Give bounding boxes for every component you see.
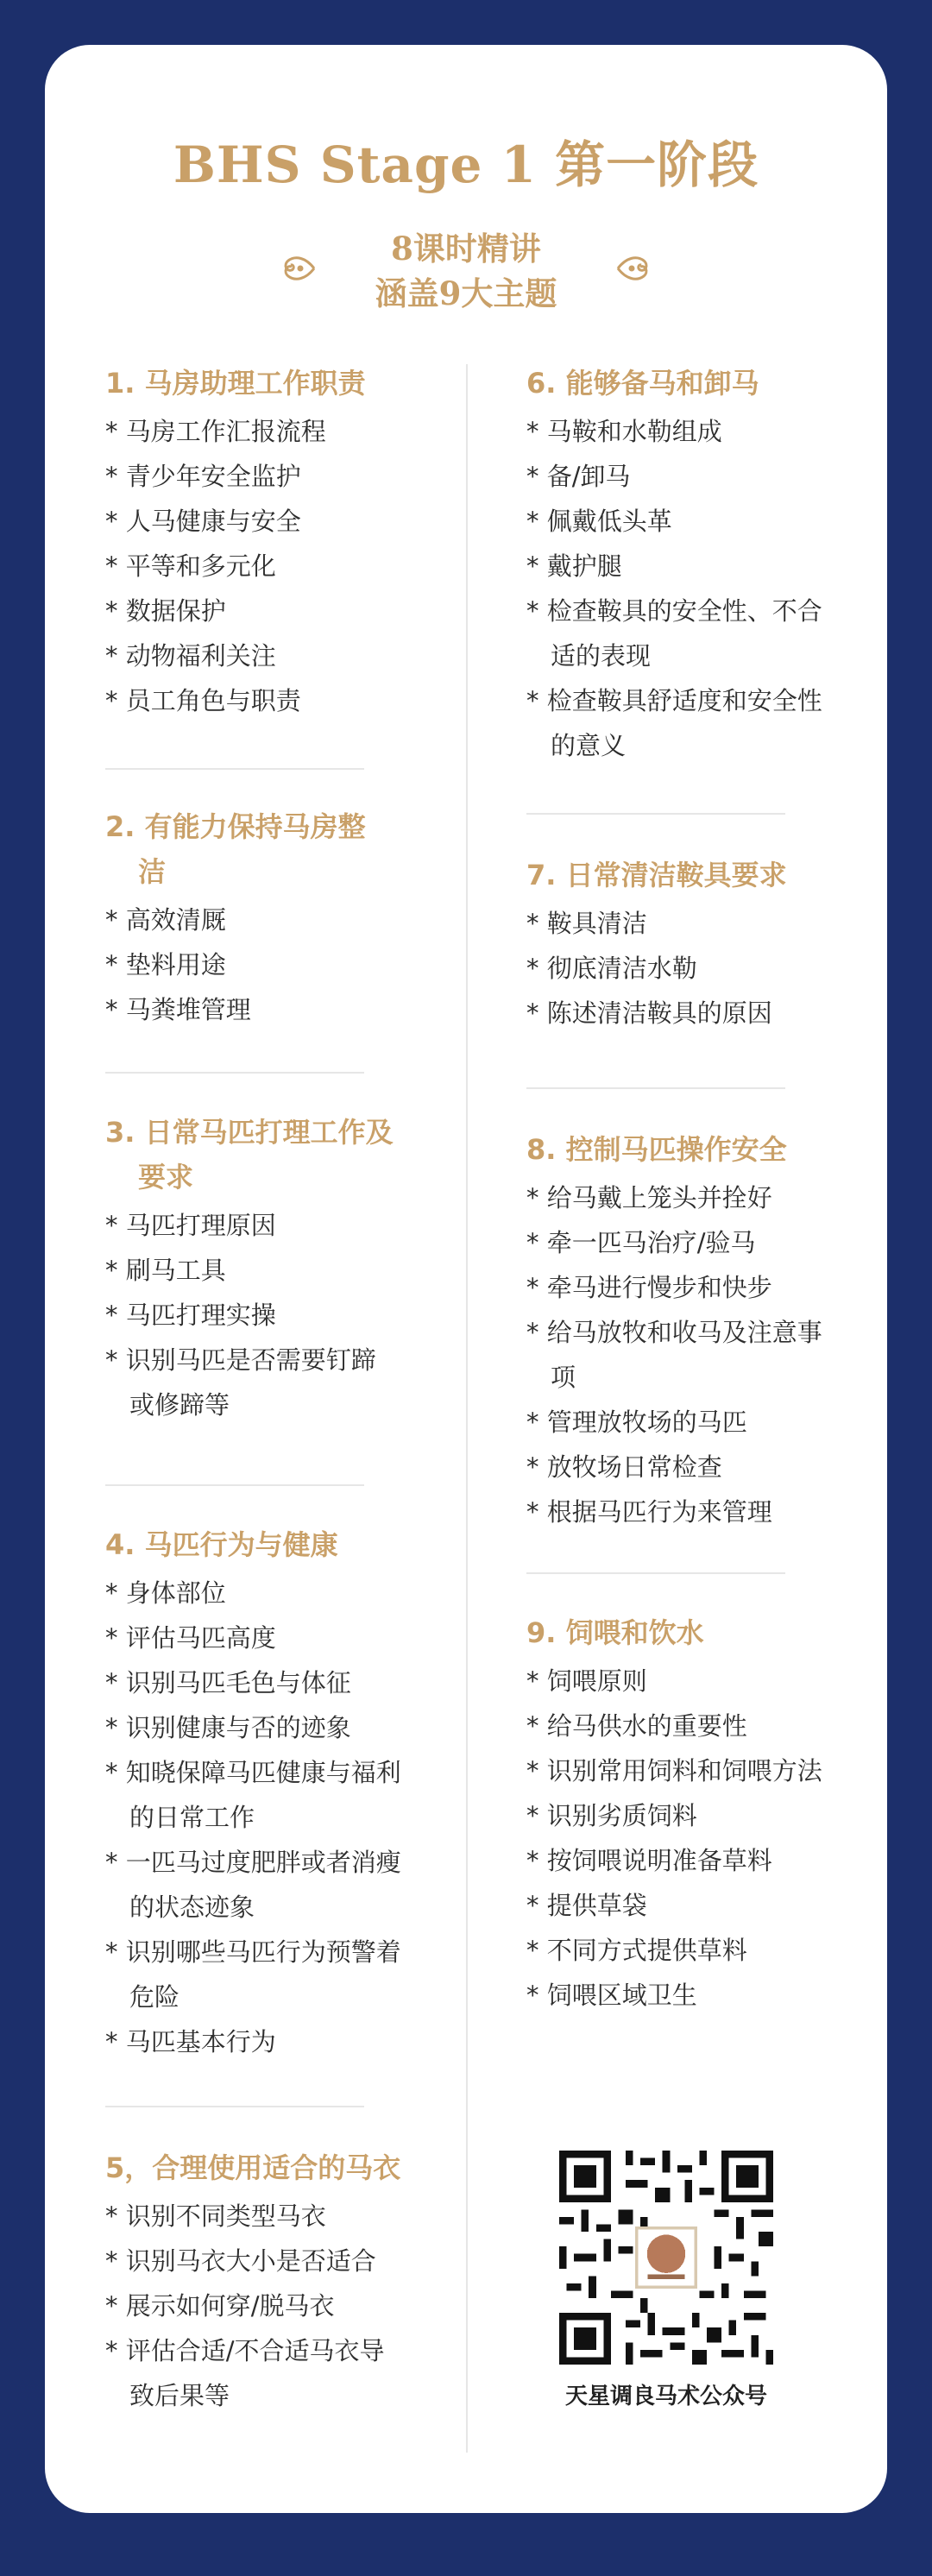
- list-item: * 识别马匹是否需要钉蹄或修蹄等: [105, 1338, 399, 1427]
- list-item: * 给马戴上笼头并拴好: [526, 1175, 837, 1220]
- list-item: * 戴护腿: [526, 544, 837, 589]
- section-divider: [105, 768, 364, 770]
- list-item: * 一匹马过度肥胖或者消瘦的状态迹象: [105, 1840, 407, 1930]
- list-item: * 马匹打理实操: [105, 1293, 399, 1338]
- list-item: * 按饲喂说明准备草料: [526, 1838, 837, 1883]
- section-divider: [105, 2106, 364, 2107]
- section-divider: [526, 1087, 785, 1089]
- list-item: * 饲喂原则: [526, 1659, 837, 1704]
- section-7: [526, 853, 837, 1036]
- subtitle-block: [45, 226, 887, 321]
- section-2: [105, 804, 390, 1032]
- list-item: * 检查鞍具的安全性、不合适的表现: [526, 589, 837, 678]
- list-item: * 垫料用途: [105, 942, 390, 987]
- list-item: * 展示如何穿/脱马衣: [105, 2283, 407, 2328]
- list-item: * 牵马进行慢步和快步: [526, 1265, 837, 1310]
- list-item: * 识别健康与否的迹象: [105, 1705, 407, 1750]
- list-item: * 管理放牧场的马匹: [526, 1400, 837, 1445]
- list-item: * 马粪堆管理: [105, 987, 390, 1032]
- list-item: * 陈述清洁鞍具的原因: [526, 991, 837, 1036]
- subtitle-line-2: 涵盖9大主题: [375, 274, 557, 312]
- list-item: * 识别劣质饲料: [526, 1793, 837, 1838]
- section-divider: [526, 1572, 785, 1574]
- list-item: * 识别马衣大小是否适合: [105, 2239, 407, 2283]
- list-item: * 不同方式提供草料: [526, 1928, 837, 1973]
- section-title: 9. 饲喂和饮水: [526, 1616, 704, 1649]
- qr-block: [554, 2151, 778, 2410]
- section-title: 1. 马房助理工作职责: [105, 367, 366, 400]
- list-item: * 数据保护: [105, 589, 433, 633]
- list-item: * 马鞍和水勒组成: [526, 409, 837, 454]
- list-item: * 佩戴低头革: [526, 499, 837, 544]
- poster-card: [45, 45, 887, 2513]
- list-item: * 饲喂区域卫生: [526, 1973, 837, 2018]
- list-item: * 身体部位: [105, 1571, 407, 1616]
- list-item: * 备/卸马: [526, 454, 837, 499]
- column-divider: [466, 364, 468, 2453]
- list-item: * 识别哪些马匹行为预警着危险: [105, 1930, 407, 2019]
- list-item: * 放牧场日常检查: [526, 1445, 837, 1490]
- section-title: 2. 有能力保持马房整洁: [105, 810, 366, 888]
- section-title: 5，合理使用适合的马衣: [105, 2151, 401, 2184]
- section-8: [526, 1127, 837, 1534]
- list-item: * 知晓保障马匹健康与福利的日常工作: [105, 1750, 407, 1840]
- list-item: * 检查鞍具舒适度和安全性的意义: [526, 678, 837, 768]
- section-divider: [105, 1484, 364, 1486]
- list-item: * 提供草袋: [526, 1883, 837, 1928]
- section-9: [526, 1610, 837, 2018]
- section-divider: [105, 1072, 364, 1074]
- section-title: 7. 日常清洁鞍具要求: [526, 859, 787, 891]
- section-title: 3. 日常马匹打理工作及要求: [105, 1116, 394, 1194]
- list-item: * 刷马工具: [105, 1248, 399, 1293]
- list-item: * 给马供水的重要性: [526, 1704, 837, 1748]
- section-4: [105, 1522, 407, 2064]
- section-5: [105, 2145, 407, 2418]
- ornament-right-icon: [613, 249, 652, 288]
- section-title: 6. 能够备马和卸马: [526, 367, 759, 400]
- section-6: [526, 361, 837, 768]
- list-item: * 马房工作汇报流程: [105, 409, 433, 454]
- page-title: BHS Stage 1 第一阶段: [173, 135, 759, 194]
- list-item: * 识别不同类型马衣: [105, 2194, 407, 2239]
- list-item: * 动物福利关注: [105, 633, 433, 678]
- section-title: 8. 控制马匹操作安全: [526, 1133, 787, 1166]
- ornament-left-icon: [280, 249, 319, 288]
- qr-caption: 天星调良马术公众号: [564, 2384, 767, 2409]
- list-item: * 马匹打理原因: [105, 1203, 399, 1248]
- section-divider: [526, 813, 785, 815]
- list-item: * 识别常用饲料和饲喂方法: [526, 1748, 837, 1793]
- list-item: * 高效清厩: [105, 898, 390, 942]
- list-item: * 根据马匹行为来管理: [526, 1490, 837, 1534]
- section-title: 4. 马匹行为与健康: [105, 1528, 338, 1561]
- list-item: * 识别马匹毛色与体征: [105, 1660, 407, 1705]
- list-item: * 马匹基本行为: [105, 2019, 407, 2064]
- list-item: * 鞍具清洁: [526, 901, 837, 946]
- section-3: [105, 1110, 399, 1427]
- list-item: * 彻底清洁水勒: [526, 946, 837, 991]
- list-item: * 评估合适/不合适马衣导致后果等: [105, 2328, 407, 2418]
- list-item: * 评估马匹高度: [105, 1616, 407, 1660]
- qr-code-icon[interactable]: [559, 2151, 773, 2365]
- list-item: * 人马健康与安全: [105, 499, 433, 544]
- list-item: * 员工角色与职责: [105, 678, 433, 723]
- header: [45, 124, 887, 321]
- list-item: * 给马放牧和收马及注意事项: [526, 1310, 837, 1400]
- list-item: * 平等和多元化: [105, 544, 433, 589]
- section-1: [105, 361, 433, 723]
- list-item: * 牵一匹马治疗/验马: [526, 1220, 837, 1265]
- list-item: * 青少年安全监护: [105, 454, 433, 499]
- subtitle-line-1: 8课时精讲: [391, 230, 541, 268]
